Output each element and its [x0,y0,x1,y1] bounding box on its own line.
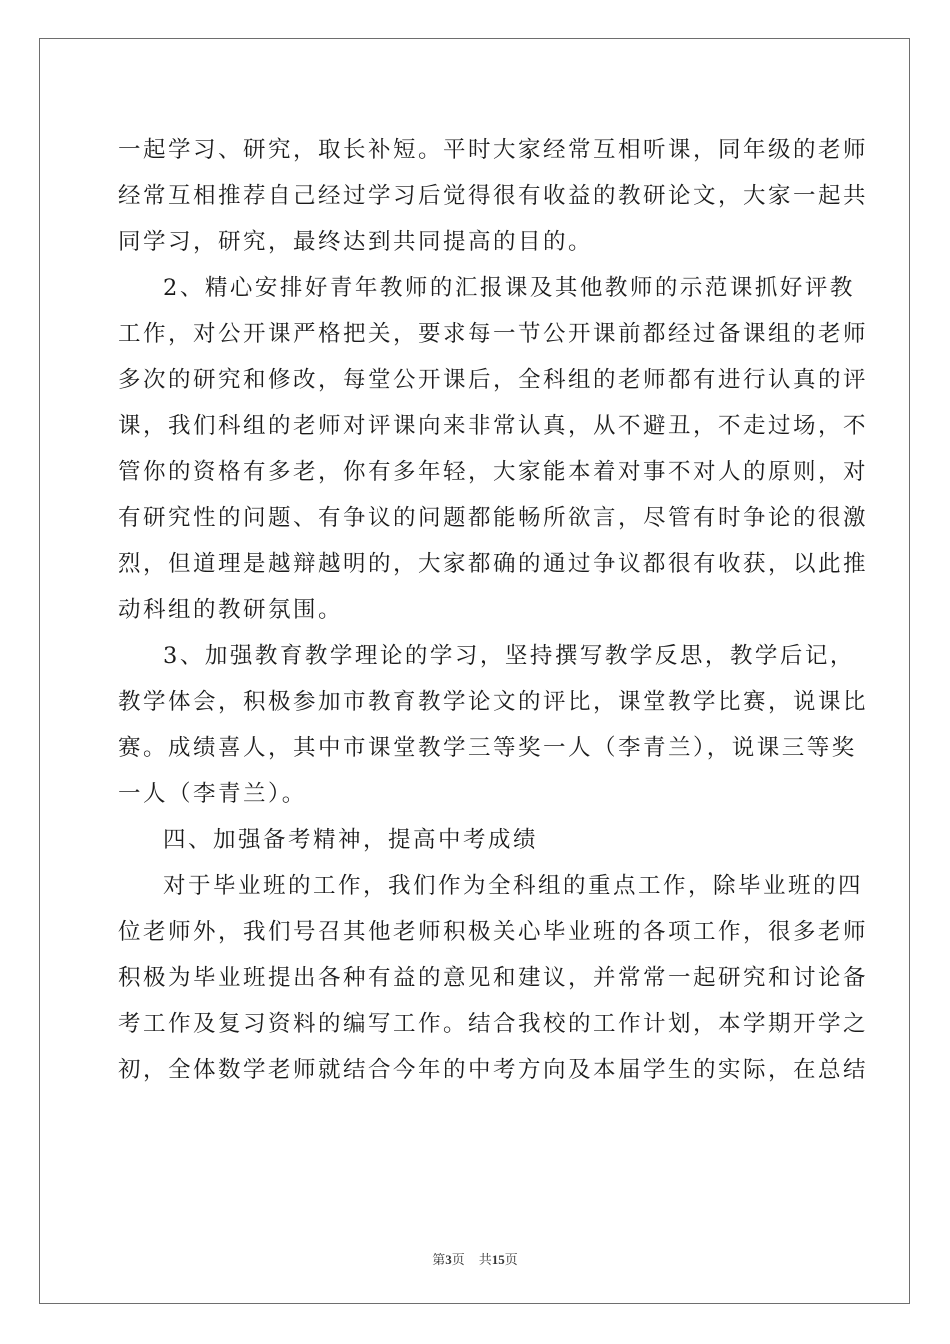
footer-total-prefix: 共 [478,1253,492,1268]
text-line-17: 对于毕业班的工作，我们作为全科组的重点工作，除毕业班的四 [163,873,864,899]
text-line-2: 经常互相推荐自己经过学习后觉得很有收益的教研论文，大家一起共 [118,183,869,209]
text-line-21: 初，全体数学老师就结合今年的中考方向及本届学生的实际，在总结 [118,1057,869,1083]
text-line-11: 动科组的教研氛围。 [118,597,344,623]
text-line-19: 积极为毕业班提出各种有益的意见和建议，并常常一起研究和讨论备 [118,965,869,991]
footer-total-suffix: 页 [504,1253,518,1268]
page-footer [0,1249,950,1268]
text-line-12: 3、加强教育教学理论的学习，坚持撰写教学反思，教学后记， [163,643,855,669]
text-line-3: 同学习，研究，最终达到共同提高的目的。 [118,229,594,255]
text-line-13: 教学体会，积极参加市教育教学论文的评比，课堂教学比赛，说课比 [118,689,869,715]
total-pages-number: 15 [491,1252,505,1267]
current-page-number: 3 [445,1252,452,1267]
text-line-15: 一人（李青兰）。 [118,781,307,807]
document-body [118,127,869,1093]
text-line-6: 多次的研究和修改，每堂公开课后，全科组的老师都有进行认真的评 [118,367,869,393]
text-line-8: 管你的资格有多老，你有多年轻，大家能本着对事不对人的原则，对 [118,459,869,485]
footer-page-suffix: 页 [451,1253,465,1268]
footer-prefix: 第 [432,1253,446,1268]
text-line-4: 2、精心安排好青年教师的汇报课及其他教师的示范课抓好评教 [163,275,855,301]
text-line-5: 工作，对公开课严格把关，要求每一节公开课前都经过备课组的老师 [118,321,869,347]
text-line-18: 位老师外，我们号召其他老师积极关心毕业班的各项工作，很多老师 [118,919,869,945]
text-line-20: 考工作及复习资料的编写工作。结合我校的工作计划，本学期开学之 [118,1011,869,1037]
section-heading: 四、加强备考精神，提高中考成绩 [163,827,539,853]
text-line-1: 一起学习、研究，取长补短。平时大家经常互相听课，同年级的老师 [118,137,869,163]
text-line-10: 烈，但道理是越辩越明的，大家都确的通过争议都很有收获，以此推 [118,551,869,577]
text-line-9: 有研究性的问题、有争议的问题都能畅所欲言，尽管有时争论的很激 [118,505,869,531]
text-line-14: 赛。成绩喜人，其中市课堂教学三等奖一人（李青兰），说课三等奖 [118,735,857,761]
text-line-7: 课，我们科组的老师对评课向来非常认真，从不避丑，不走过场，不 [118,413,869,439]
